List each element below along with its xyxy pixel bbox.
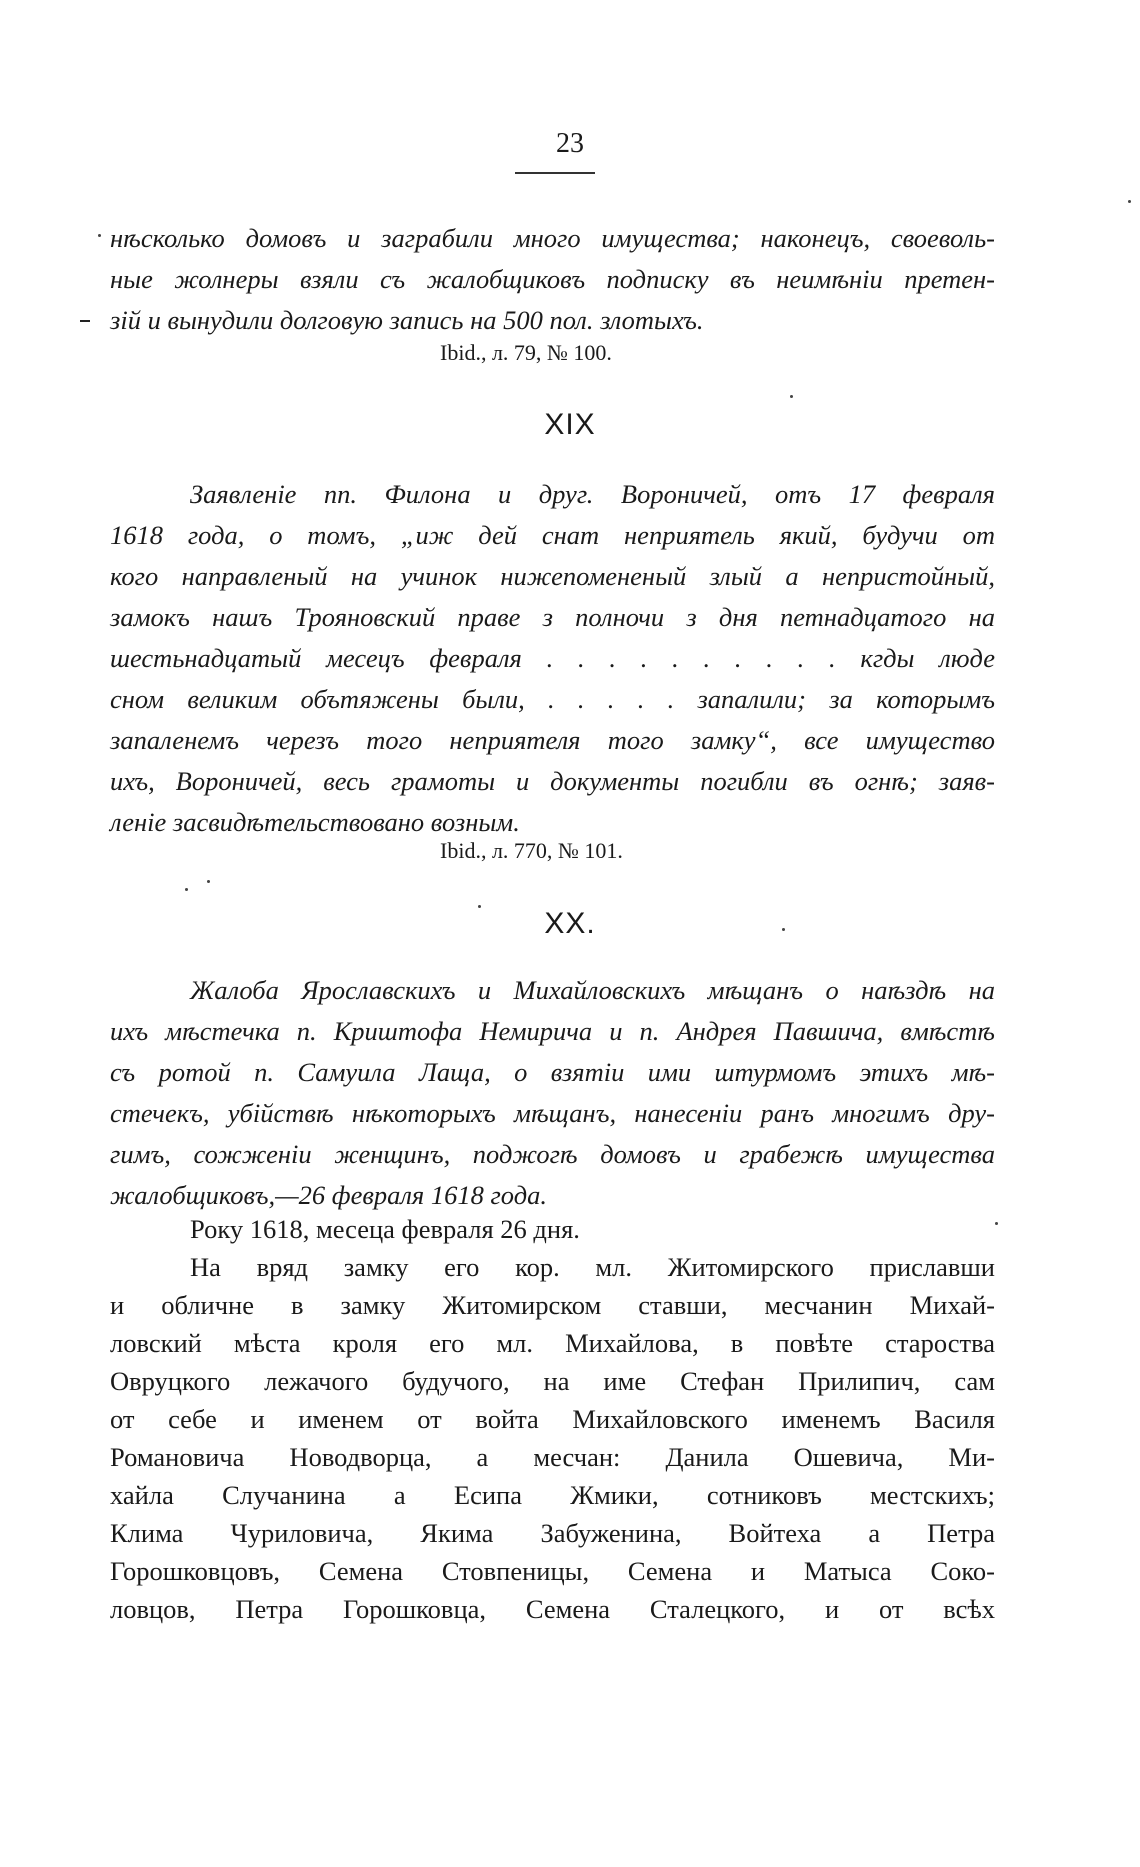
text-line: жалобщиковъ,—26 февраля 1618 года. <box>110 1180 547 1210</box>
text-line: хайла Случанина а Есипа Жмики, сотниковъ местскихъ; <box>110 1480 995 1510</box>
scan-speck <box>790 395 793 398</box>
text-line: съ ротой п. Самуила Лаща, о взятіи ими штурмомъ этихъ мѣ- <box>110 1057 995 1087</box>
text-line: шестьнадцатый месецъ февраля . . . . . . . . . . кгды люде <box>110 643 995 673</box>
scan-speck <box>185 888 188 891</box>
archive-reference: Ibid., л. 79, № 100. <box>440 340 612 365</box>
continuation-paragraph <box>110 218 995 341</box>
text-line: кого направленый на учинок нижепомененый злый а непристойный, <box>110 561 995 591</box>
text-line: от себе и именем от войта Михайловского именемъ Василя <box>110 1404 995 1434</box>
text-line: Жалоба Ярославскихъ и Михайловскихъ мѣщанъ о наѣздѣ на <box>190 975 995 1005</box>
text-line: Клима Чуриловича, Якима Забуженина, Войтеха а Петра <box>110 1518 995 1548</box>
archive-reference: Ibid., л. 770, № 101. <box>440 838 623 863</box>
page-number-rule <box>515 172 595 174</box>
text-line: нѣсколько домовъ и заграбили много имущества; наконецъ, своеволь- <box>110 223 995 253</box>
text-line: ловцов, Петра Горошковца, Семена Сталецкого, и от всѣх <box>110 1594 995 1624</box>
text-line: На вряд замку его кор. мл. Житомирского приславши <box>190 1252 995 1282</box>
text-line: Романовича Новодворца, а месчан: Данила Ошевича, Ми- <box>110 1442 995 1472</box>
text-line: и обличне в замку Житомирском ставши, месчанин Михай- <box>110 1290 995 1320</box>
scan-speck <box>995 1222 998 1225</box>
page-number: 23 <box>556 128 584 159</box>
section-summary-xx <box>110 970 995 1216</box>
text-line: замокъ нашъ Трояновский праве з полночи з дня петнадцатого на <box>110 602 995 632</box>
document-body <box>110 1210 995 1628</box>
text-line: ихъ, Вороничей, весь грамоты и документы погибли въ огнѣ; заяв- <box>110 766 995 796</box>
text-line: запаленемъ черезъ того неприятеля того замку“, все имущество <box>110 725 995 755</box>
text-line: Заявленіе пп. Филона и друг. Вороничей, отъ 17 февраля <box>190 479 995 509</box>
section-summary-xix <box>110 474 995 843</box>
scan-speck <box>207 880 210 883</box>
text-line: стечекъ, убійствѣ нѣкоторыхъ мѣщанъ, нанесеніи ранъ многимъ дру- <box>110 1098 995 1128</box>
date-line: Року 1618, месеца февраля 26 дня. <box>190 1214 580 1244</box>
scan-speck <box>80 320 90 322</box>
text-line: ихъ мѣстечка п. Криштофа Немирича и п. Андрея Павшича, вмѣстѣ <box>110 1016 995 1046</box>
text-line: ные жолнеры взяли съ жалобщиковъ подписку въ неимѣніи претен- <box>110 264 995 294</box>
text-line: сном великим обътяжены были, . . . . . запалили; за которымъ <box>110 684 995 714</box>
section-heading-xx: XX. <box>544 907 596 940</box>
text-line: гимъ, сожженіи женщинъ, поджогѣ домовъ и грабежѣ имущества <box>110 1139 995 1169</box>
text-line: Горошковцовъ, Семена Стовпеницы, Семена и Матыса Соко- <box>110 1556 995 1586</box>
text-line: зій и вынудили долговую запись на 500 пол. злотыхъ. <box>110 305 704 335</box>
text-line: 1618 года, о томъ, „иж дей снат неприятель який, будучи от <box>110 520 995 550</box>
text-line: леніе засвидѣтельствовано возным. <box>110 807 520 837</box>
scan-speck <box>98 234 101 237</box>
scan-speck <box>1128 200 1131 203</box>
section-heading-xix: XIX <box>544 408 596 441</box>
text-line: ловский мѣста кроля его мл. Михайлова, в повѣте староства <box>110 1328 995 1358</box>
text-line: Овруцкого лежачого будучого, на име Стефан Прилипич, сам <box>110 1366 995 1396</box>
